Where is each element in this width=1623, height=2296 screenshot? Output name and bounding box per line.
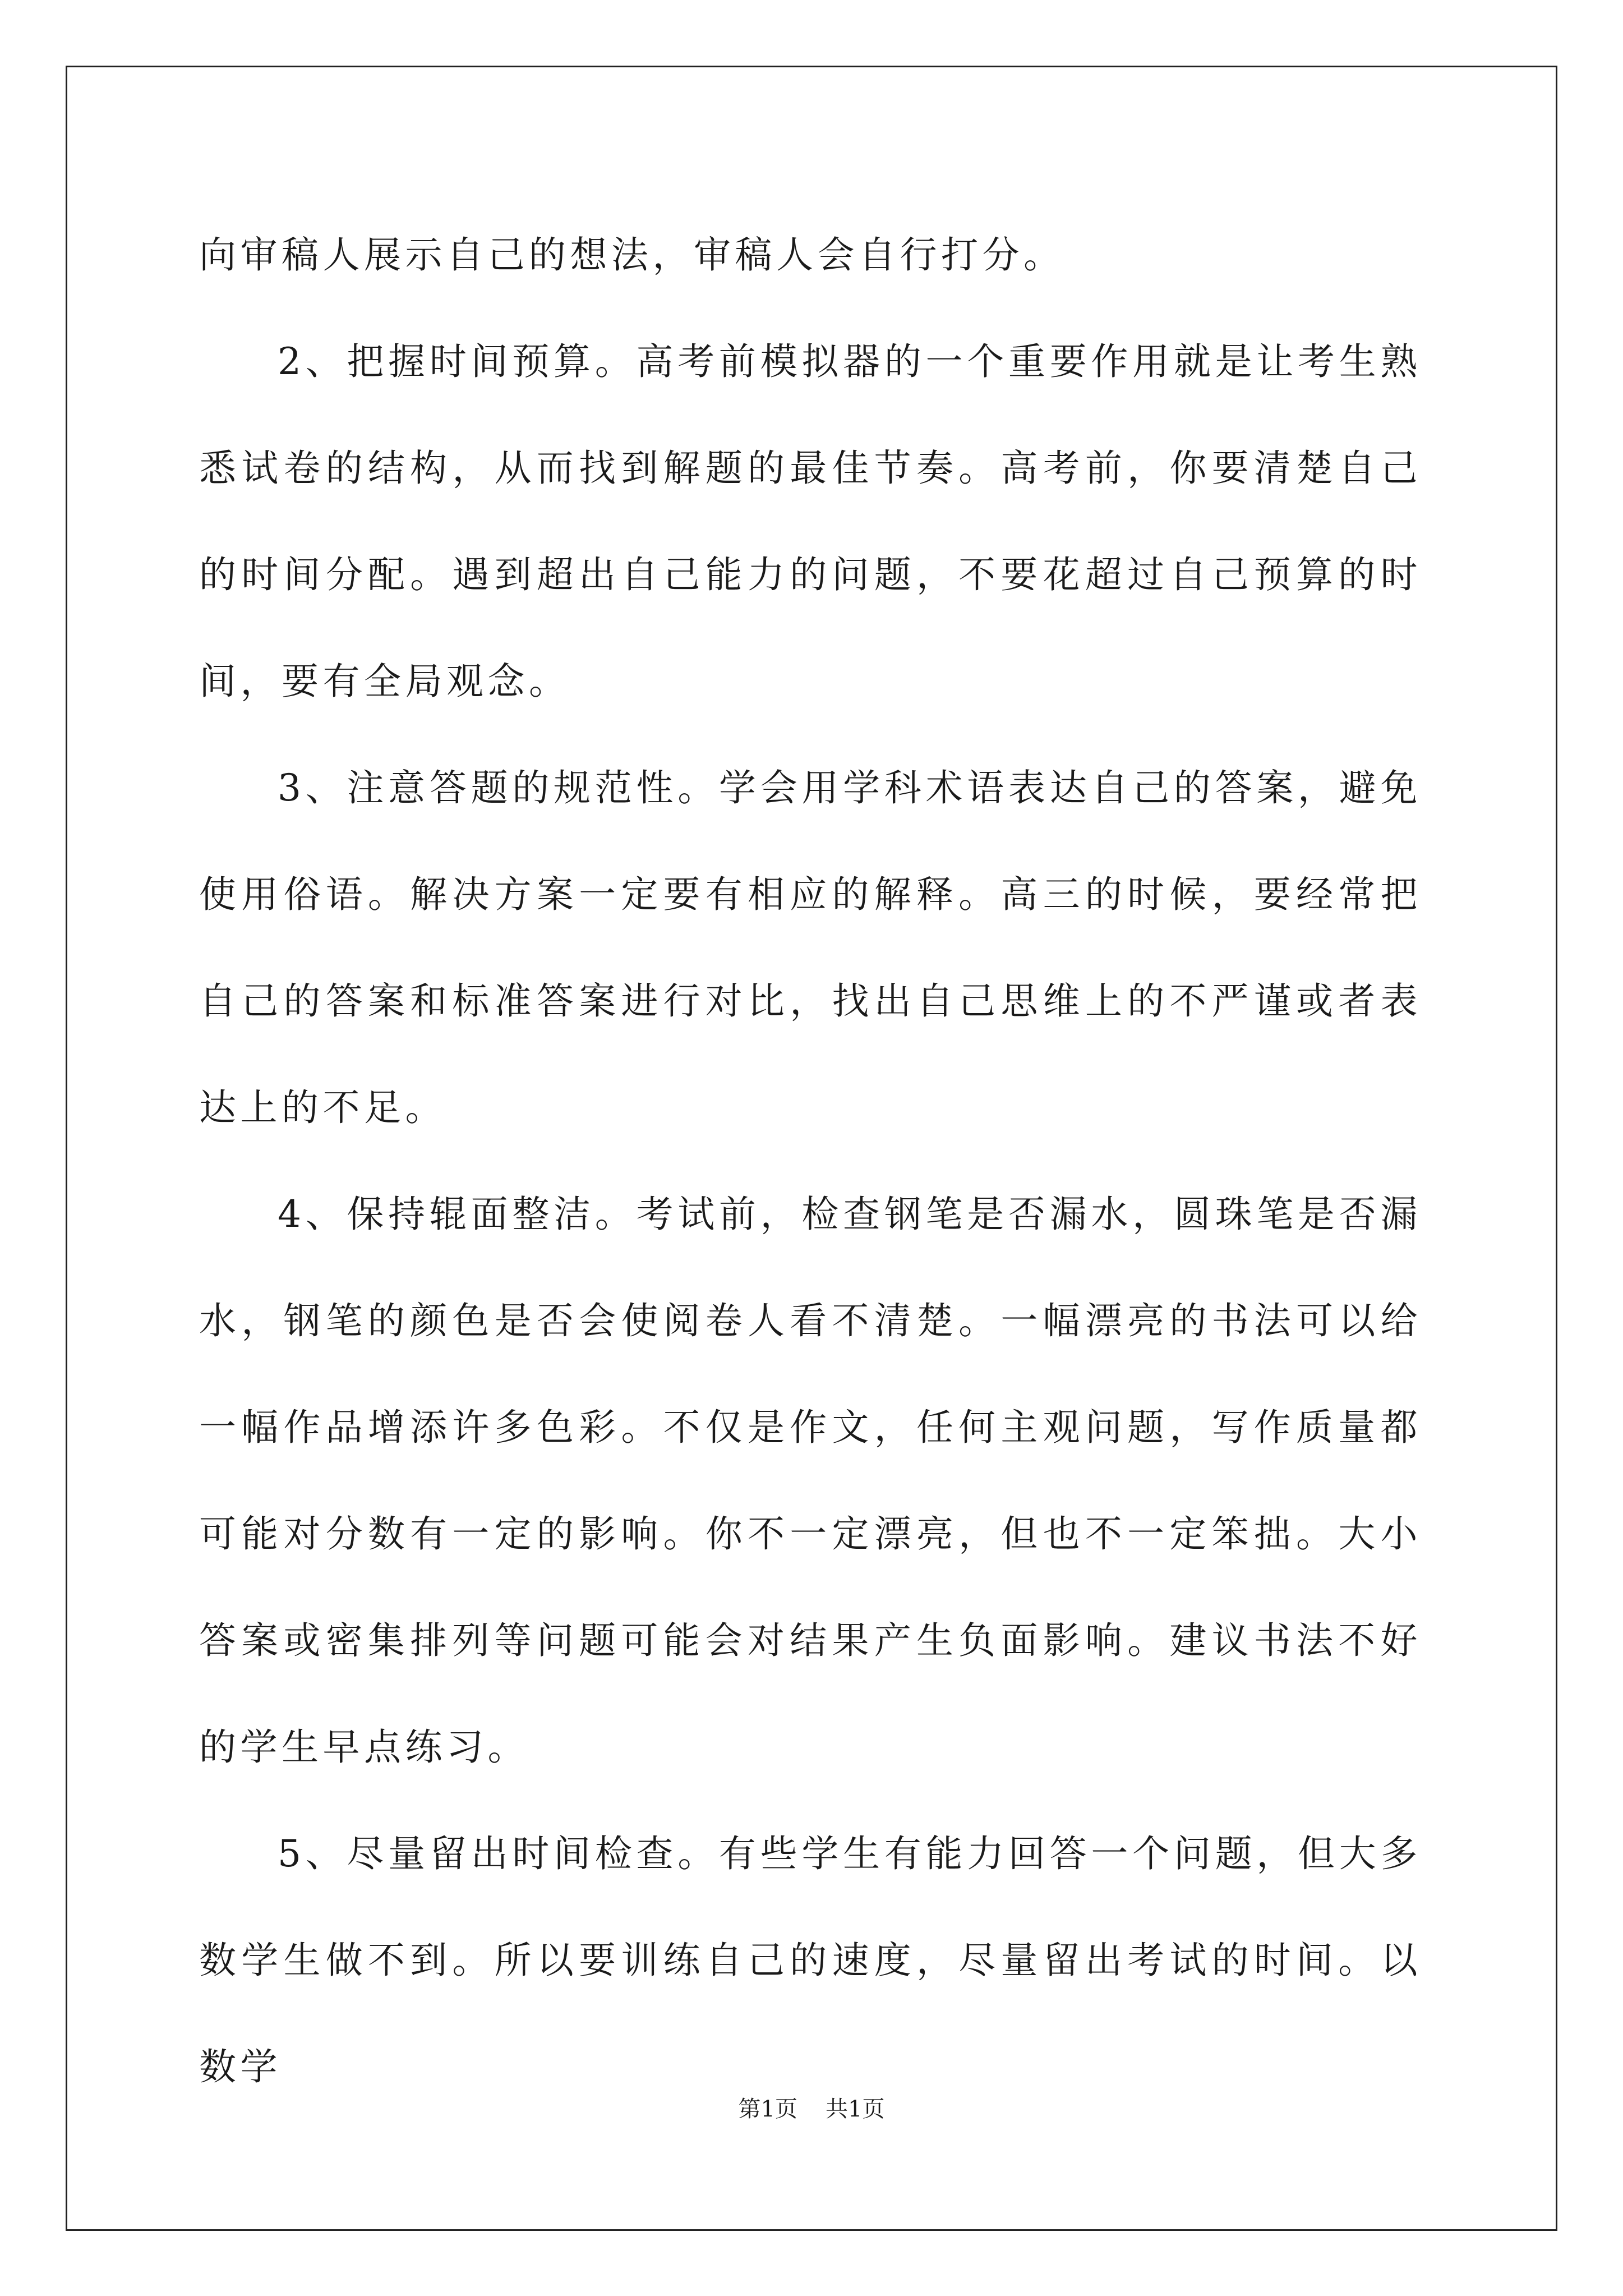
- paragraph-2: 2、把握时间预算。高考前模拟器的一个重要作用就是让考生熟悉试卷的结构，从而找到解题的最佳节奏。高考前，你要清楚自己的时间分配。遇到超出自己能力的问题，不要花超过自己预算的时间，要有全局观念。: [199, 340, 1422, 703]
- page-number-total: 共1页: [826, 2096, 885, 2122]
- paragraph-5: 5、尽量留出时间检查。有些学生有能力回答一个问题，但大多数学生做不到。所以要训练自己的速度，尽量留出考试的时间。以数学: [199, 1832, 1422, 2088]
- paragraph-3: 3、注意答题的规范性。学会用学科术语表达自己的答案，避免使用俗语。解决方案一定要有相应的解释。高三的时候，要经常把自己的答案和标准答案进行对比，找出自己思维上的不严谨或者表达上的不足。: [199, 766, 1422, 1129]
- page-footer: [0, 2095, 1623, 2123]
- document-body: [199, 202, 1422, 2120]
- paragraph-4: 4、保持辊面整洁。考试前，检查钢笔是否漏水，圆珠笔是否漏水，钢笔的颜色是否会使阅卷人看不清楚。一幅漂亮的书法可以给一幅作品增添许多色彩。不仅是作文，任何主观问题，写作质量都可能对分数有一定的影响。你不一定漂亮，但也不一定笨拙。大小答案或密集排列等问题可能会对结果产生负面影响。建议书法不好的学生早点练习。: [199, 1193, 1422, 1769]
- page-number-current: 第1页: [738, 2096, 797, 2122]
- paragraph-1: 向审稿人展示自己的想法，审稿人会自行打分。: [199, 233, 1065, 277]
